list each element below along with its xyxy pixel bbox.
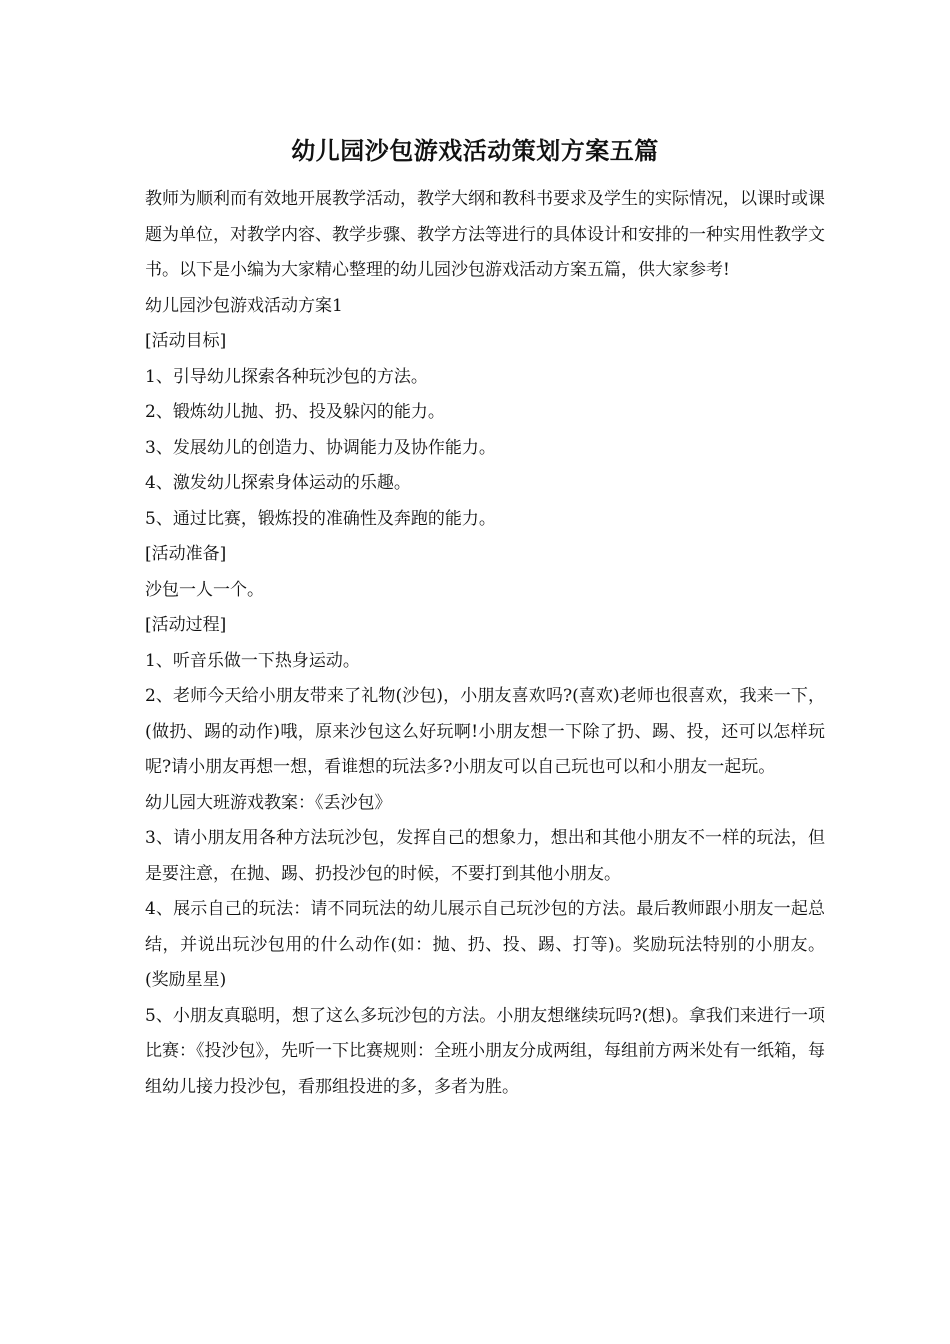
- goal-item-5: 5、通过比赛，锻炼投的准确性及奔跑的能力。: [145, 508, 496, 529]
- document-title: 幼儿园沙包游戏活动策划方案五篇: [291, 136, 659, 165]
- process-step-2: 2、老师今天给小朋友带来了礼物(沙包)，小朋友喜欢吗?(喜欢)老师也很喜欢，我来一下，(做扔、踢的动作)哦，原来沙包这么好玩啊!小朋友想一下除了扔、踢、投，还可以怎样玩呢?请小朋友再想一想，看谁想的玩法多?小朋友可以自己玩也可以和小朋友一起玩。: [145, 686, 825, 777]
- goal-item-2: 2、锻炼幼儿抛、扔、投及躲闪的能力。: [145, 402, 445, 422]
- process-step-4: 4、展示自己的玩法：请不同玩法的幼儿展示自己玩沙包的方法。最后教师跟小朋友一起总结，并说出玩沙包用的什么动作(如：抛、扔、投、踢、打等)。奖励玩法特别的小朋友。(奖励星星): [145, 899, 825, 990]
- goal-item-4: 4、激发幼儿探索身体运动的乐趣。: [145, 473, 411, 493]
- intro-paragraph: 教师为顺利而有效地开展教学活动，教学大纲和教科书要求及学生的实际情况，以课时或课题为单位，对教学内容、教学步骤、教学方法等进行的具体设计和安排的一种实用性教学文书。以下是小编为大家精心整理的幼儿园沙包游戏活动方案五篇，供大家参考!: [145, 189, 825, 280]
- document-body: [145, 182, 825, 1105]
- preparation-text: 沙包一人一个。: [145, 579, 264, 600]
- heading-activity-preparation: [活动准备]: [145, 544, 227, 564]
- section-heading-plan-1: 幼儿园沙包游戏活动方案1: [145, 295, 343, 316]
- goal-item-1: 1、引导幼儿探索各种玩沙包的方法。: [145, 366, 428, 387]
- heading-activity-goals: [活动目标]: [145, 331, 227, 351]
- process-step-3: 3、请小朋友用各种方法玩沙包，发挥自己的想象力，想出和其他小朋友不一样的玩法，但是要注意，在抛、踢、扔投沙包的时候，不要打到其他小朋友。: [145, 828, 825, 884]
- process-step-5: 5、小朋友真聪明，想了这么多玩沙包的方法。小朋友想继续玩吗?(想)。拿我们来进行一项比赛：《投沙包》，先听一下比赛规则：全班小朋友分成两组，每组前方两米处有一纸箱，每组幼儿接力投沙包，看那组投进的多，多者为胜。: [145, 1005, 825, 1097]
- process-step-1: 1、听音乐做一下热身运动。: [145, 650, 360, 671]
- heading-activity-process: [活动过程]: [145, 615, 227, 635]
- lesson-plan-reference: 幼儿园大班游戏教案：《丢沙包》: [145, 792, 392, 813]
- goal-item-3: 3、发展幼儿的创造力、协调能力及协作能力。: [145, 437, 496, 458]
